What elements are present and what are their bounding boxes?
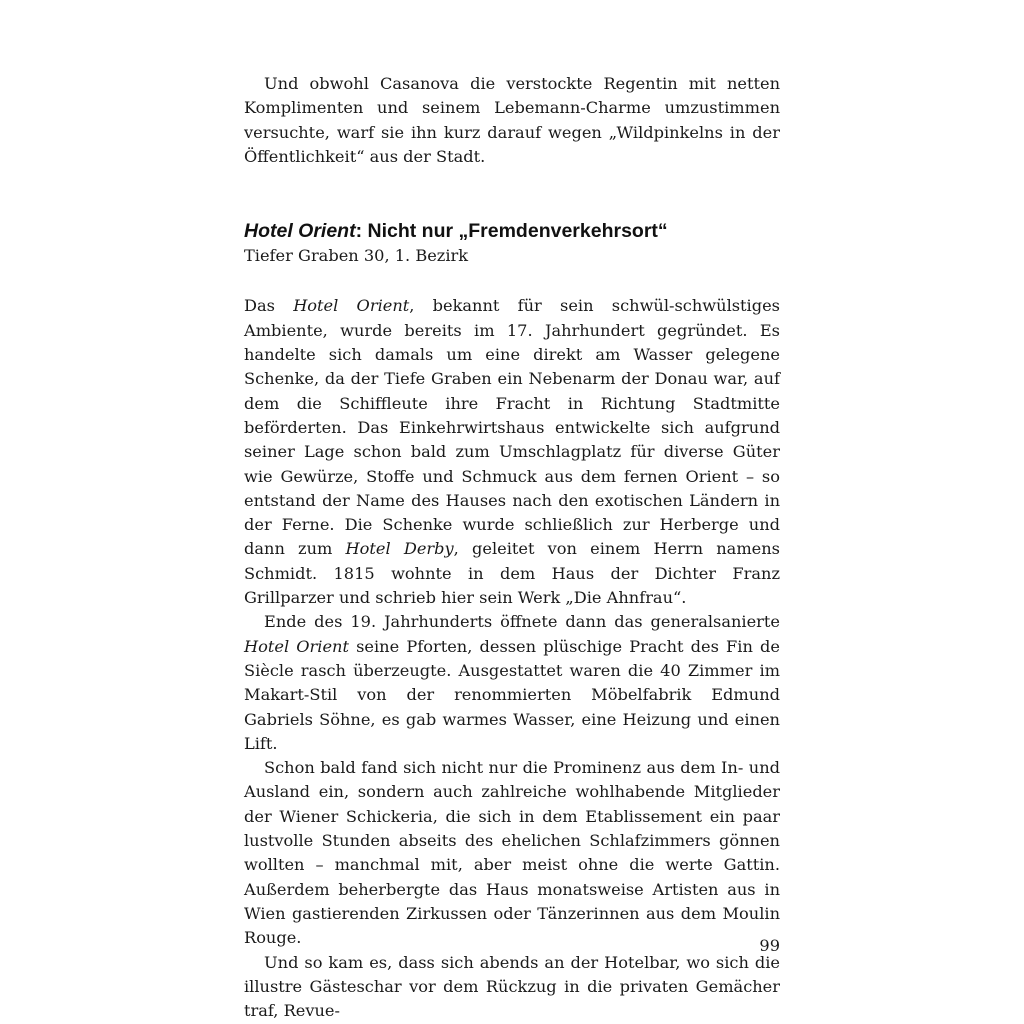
emphasis-hotel-orient: Hotel Orient [293,296,410,316]
text-run: Das [244,296,294,316]
page-number: 99 [759,936,780,955]
text-run: seine Pforten, dessen plüschige Pracht des Fin de Siècle rasch überzeugte. Ausgestattet waren die 40 Zimmer im Makart-Stil von der renommierten Möbelfabrik Edmund Gabriels Söhne, es gab warmes Wasser, eine Heizung und einen Lift. [244,636,780,753]
body-paragraph-2 [244,610,780,756]
text-run: , geleitet von einem Herrn namens Schmidt. 1815 wohnte in dem Haus der Dichter Franz Grillparzer und schrieb hier sein Werk „Die Ahnfrau“. [244,539,780,608]
section-heading [244,218,780,244]
section-heading-subtitle: : Nicht nur „Fremdenverkehrsort“ [355,220,668,243]
section-heading-hotel-name: Hotel Orient [244,220,356,243]
text-run: Ende des 19. Jahrhunderts öffnete dann das generalsanierte [264,612,780,632]
intro-paragraph: Und obwohl Casanova die verstockte Regentin mit netten Komplimenten und seinem Lebemann-Charme umzustimmen versuchte, warf sie ihn kurz darauf wegen „Wildpinkelns in der Öffentlichkeit“ aus der Stadt. [244,74,780,166]
book-page [244,72,780,1023]
body-paragraph-1 [244,294,780,610]
emphasis-hotel-orient: Hotel Orient [244,636,349,656]
body-paragraph-3: Schon bald fand sich nicht nur die Prominenz aus dem In- und Ausland ein, sondern auch zahlreiche wohlhabende Mitglieder der Wiener Schickeria, die sich in dem Etablissement ein paar lustvolle Stunden abseits des ehelichen Schlafzimmers gönnen wollten – manchmal mit, aber meist ohne die werte Gattin. Außerdem beherbergte das Haus monatsweise Artisten aus in Wien gastierenden Zirkussen oder Tänzerinnen aus dem Moulin Rouge. [244,758,780,948]
text-run: , bekannt für sein schwül-schwülstiges Ambiente, wurde bereits im 17. Jahrhundert gegründet. Es handelte sich damals um eine direkt am Wasser gelegene Schenke, da der Tiefe Graben ein Nebenarm der Donau war, auf dem die Schiffleute ihre Fracht in Richtung Stadtmitte beförderten. Das Einkehrwirtshaus entwickelte sich aufgrund seiner Lage schon bald zum Umschlagplatz für diverse Güter wie Gewürze, Stoffe und Schmuck aus dem fernen Orient – so entstand der Name des Hauses nach den exotischen Ländern in der Ferne. Die Schenke wurde schließlich zur Herberge und dann zum [244,296,780,559]
section-address: Tiefer Graben 30, 1. Bezirk [244,246,469,266]
body-paragraph-4: Und so kam es, dass sich abends an der Hotelbar, wo sich die illustre Gästeschar vor dem Rückzug in die privaten Gemächer traf, Revue- [244,952,780,1021]
emphasis-hotel-derby: Hotel Derby [345,539,454,559]
